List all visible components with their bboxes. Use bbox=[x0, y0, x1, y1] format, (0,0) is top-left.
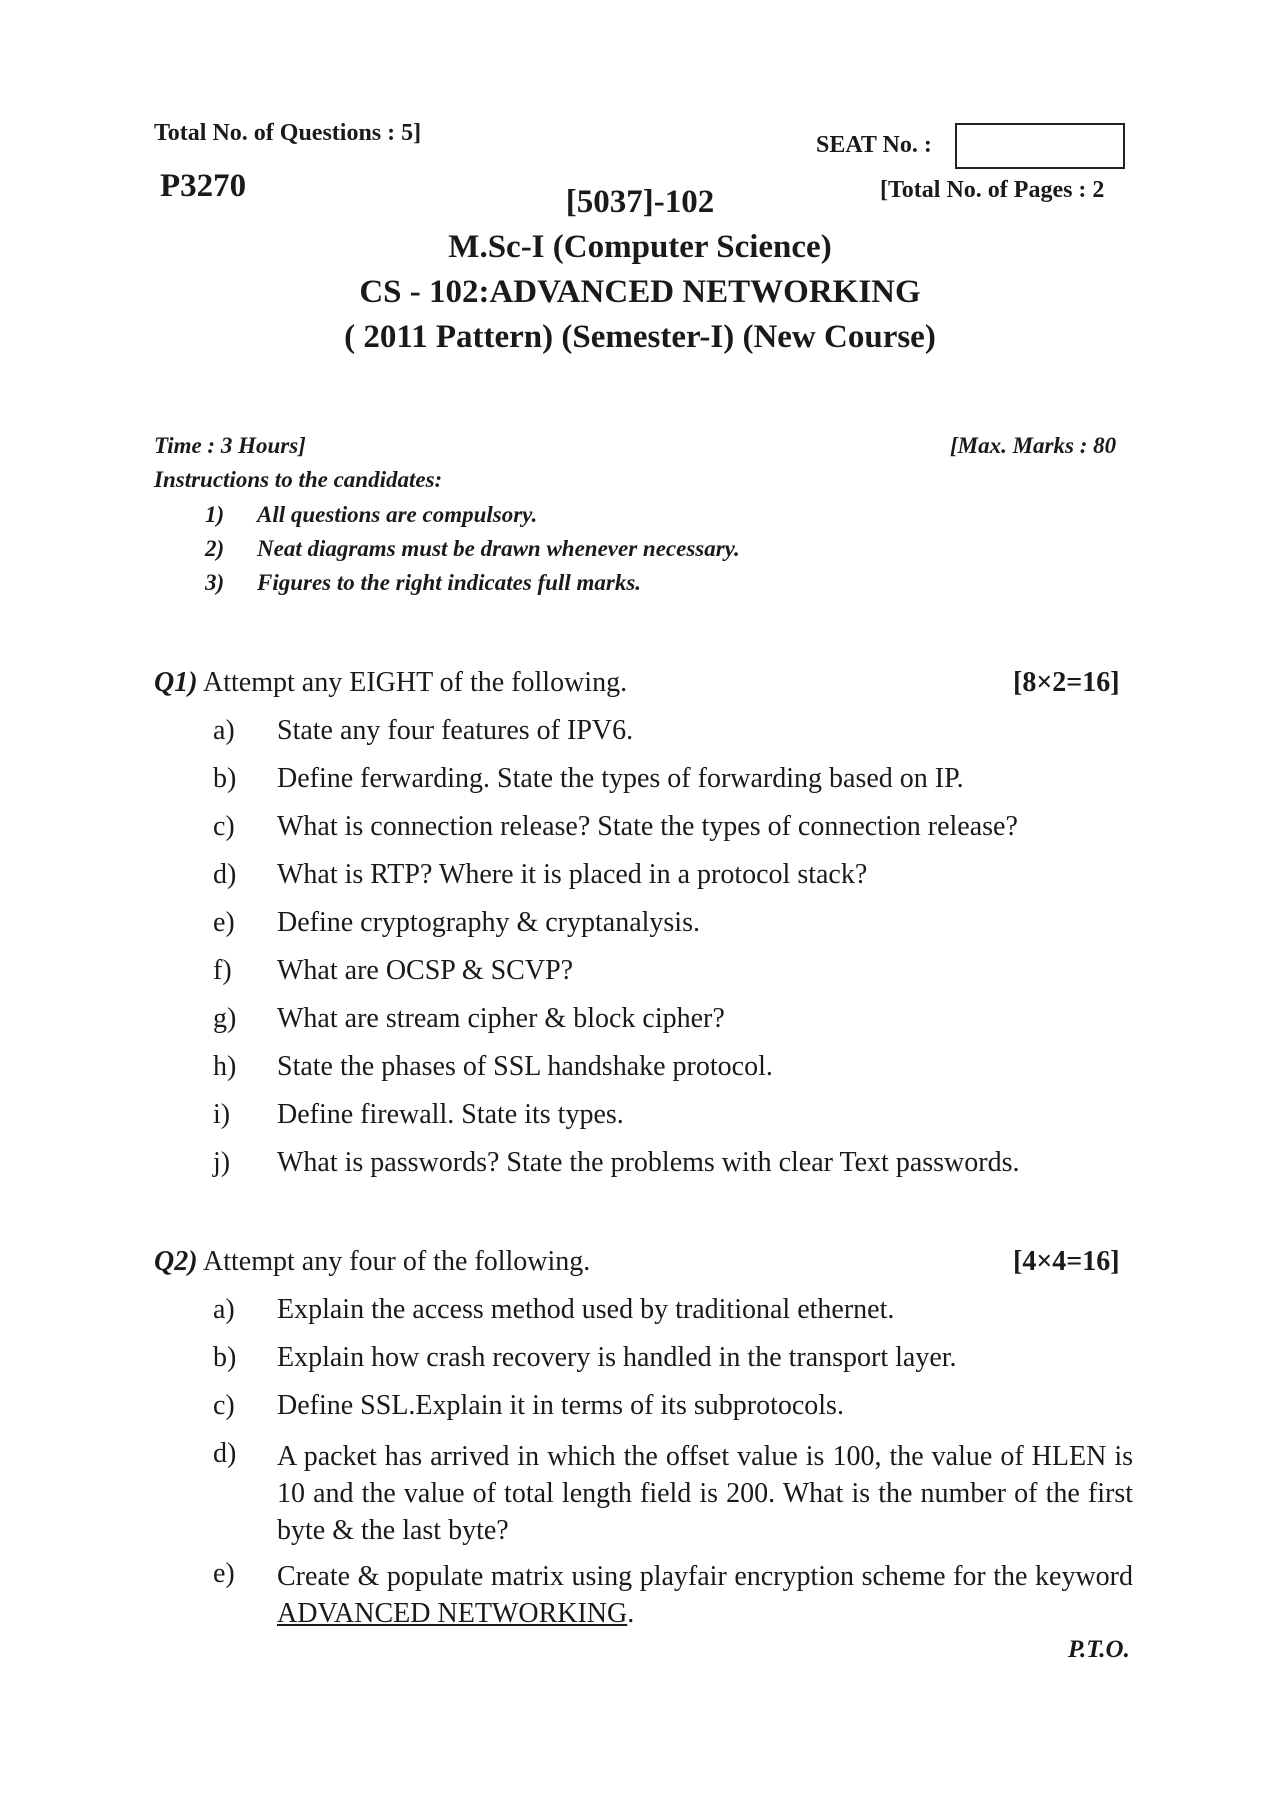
item-text: State any four features of IPV6. bbox=[277, 715, 634, 746]
pto-label: P.T.O. bbox=[1068, 1636, 1130, 1663]
item-label: c) bbox=[213, 1390, 235, 1421]
paper-code: P3270 bbox=[160, 168, 247, 204]
item-text: Define cryptography & cryptanalysis. bbox=[277, 907, 700, 938]
instruction-number: 3) bbox=[205, 570, 225, 595]
item-label: j) bbox=[213, 1147, 231, 1178]
item-text: Define ferwarding. State the types of forwarding based on IP. bbox=[277, 763, 964, 794]
instructions-title: Instructions to the candidates: bbox=[154, 467, 443, 492]
item-text-prefix: Create & populate matrix using playfair encryption scheme for the keyword bbox=[277, 1561, 1133, 1592]
item-text: A packet has arrived in which the offset value is 100, the value of HLEN is 10 and the value of total length field is 200. What is the number of the first byte & the last byte? bbox=[277, 1441, 1133, 1546]
q2-marks: [4×4=16] bbox=[1013, 1246, 1120, 1277]
q2-title: Attempt any four of the following. bbox=[203, 1246, 591, 1277]
q2-label: Q2) bbox=[154, 1246, 198, 1277]
item-label: e) bbox=[213, 907, 235, 938]
q1-heading bbox=[154, 667, 627, 699]
time-label: Time : 3 Hours] bbox=[154, 433, 306, 458]
item-label: d) bbox=[213, 1438, 237, 1469]
instruction-number: 1) bbox=[205, 502, 225, 527]
item-text: What is RTP? Where it is placed in a protocol stack? bbox=[277, 859, 868, 890]
item-label: f) bbox=[213, 955, 232, 986]
seat-number-box bbox=[955, 123, 1125, 169]
instruction-number: 2) bbox=[205, 536, 225, 561]
max-marks: [Max. Marks : 80 bbox=[950, 433, 1117, 458]
course-title: M.Sc-I (Computer Science) bbox=[448, 229, 832, 265]
item-text bbox=[277, 1558, 1133, 1632]
item-text: What are OCSP & SCVP? bbox=[277, 955, 574, 986]
item-label: i) bbox=[213, 1099, 231, 1130]
pattern-title: ( 2011 Pattern) (Semester-I) (New Course) bbox=[344, 319, 936, 355]
item-label: g) bbox=[213, 1003, 237, 1034]
total-pages: [Total No. of Pages : 2 bbox=[880, 177, 1105, 203]
item-label: h) bbox=[213, 1051, 237, 1082]
subject-title: CS - 102:ADVANCED NETWORKING bbox=[359, 274, 921, 310]
seat-label: SEAT No. : bbox=[816, 132, 932, 158]
exam-code: [5037]-102 bbox=[565, 184, 715, 220]
instruction-text: All questions are compulsory. bbox=[257, 502, 538, 527]
keyword-underlined: ADVANCED NETWORKING bbox=[277, 1598, 628, 1629]
item-text: What is connection release? State the types of connection release? bbox=[277, 811, 1018, 842]
item-label: a) bbox=[213, 715, 235, 746]
item-label: a) bbox=[213, 1294, 235, 1325]
q1-marks: [8×2=16] bbox=[1013, 667, 1120, 698]
q1-label: Q1) bbox=[154, 667, 198, 698]
item-label: e) bbox=[213, 1558, 235, 1589]
total-questions: Total No. of Questions : 5] bbox=[154, 120, 422, 146]
item-text: Explain the access method used by traditional ethernet. bbox=[277, 1294, 895, 1325]
item-label: c) bbox=[213, 811, 235, 842]
item-label: b) bbox=[213, 1342, 237, 1373]
instruction-text: Figures to the right indicates full marks. bbox=[257, 570, 642, 595]
item-text: State the phases of SSL handshake protocol. bbox=[277, 1051, 773, 1082]
item-label: b) bbox=[213, 763, 237, 794]
item-text-suffix: . bbox=[627, 1598, 635, 1629]
item-text: Define firewall. State its types. bbox=[277, 1099, 624, 1130]
item-text: What is passwords? State the problems with clear Text passwords. bbox=[277, 1147, 1020, 1178]
item-text: Define SSL.Explain it in terms of its subprotocols. bbox=[277, 1390, 844, 1421]
item-text: Explain how crash recovery is handled in the transport layer. bbox=[277, 1342, 957, 1373]
item-label: d) bbox=[213, 859, 237, 890]
item-text: What are stream cipher & block cipher? bbox=[277, 1003, 725, 1034]
q1-title: Attempt any EIGHT of the following. bbox=[203, 667, 628, 698]
instruction-text: Neat diagrams must be drawn whenever necessary. bbox=[257, 536, 740, 561]
q2-heading bbox=[154, 1246, 590, 1278]
